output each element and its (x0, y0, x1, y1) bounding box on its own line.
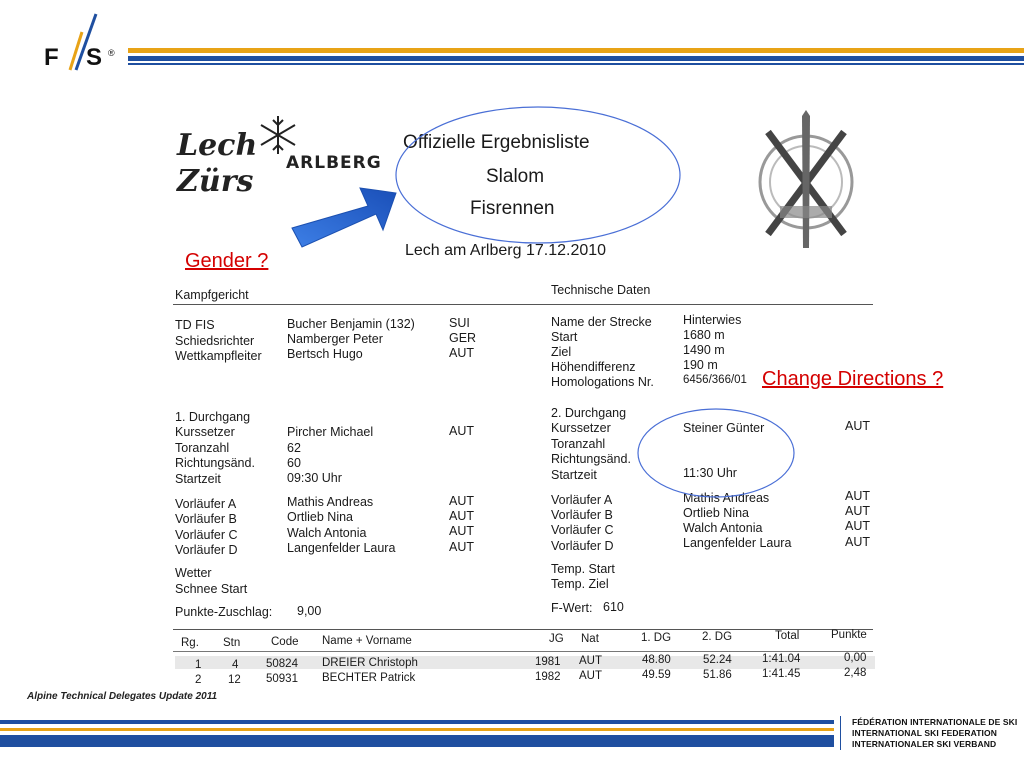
result-code: 50931 (266, 673, 298, 685)
forerunner-name: Langenfelder Laura (287, 541, 396, 555)
fwert-value: 610 (603, 600, 624, 614)
fis-name-fr: FÉDÉRATION INTERNATIONALE DE SKI (852, 717, 1018, 727)
gender-annotation: Gender ? (185, 250, 269, 272)
run1-toranzahl: 62 (287, 441, 301, 455)
result-punkte: 2,48 (844, 667, 867, 679)
forerunner-nat: AUT (449, 494, 474, 508)
col-name: Name + Vorname (322, 635, 412, 647)
col-nat: Nat (581, 633, 599, 645)
forerunner-label: Vorläufer B (175, 512, 237, 526)
course-label: Start (551, 330, 578, 344)
result-nat: AUT (579, 655, 602, 667)
result-rg: 1 (195, 659, 202, 671)
col-stn: Stn (223, 637, 241, 649)
forerunner-name: Ortlieb Nina (683, 506, 749, 520)
run2-richtung-label: Richtungsänd. (551, 452, 631, 466)
footer-caption: Alpine Technical Delegates Update 2011 (27, 691, 218, 702)
run2-kurssetzer: Steiner Günter (683, 421, 765, 435)
result-dg2: 51.86 (703, 669, 732, 681)
course-label: Name der Strecke (551, 315, 652, 329)
result-dg1: 49.59 (642, 669, 671, 681)
result-total: 1:41.04 (762, 653, 801, 665)
temp-start-label: Temp. Start (551, 562, 615, 576)
wetter-label: Wetter (175, 566, 212, 580)
jury-name: Bucher Benjamin (132) (287, 317, 415, 331)
course-value: 6456/366/01 (683, 374, 747, 386)
forerunner-label: Vorläufer D (175, 543, 238, 557)
run1-kurssetzer-nat: AUT (449, 424, 474, 438)
run1-kurssetzer: Pircher Michael (287, 425, 374, 439)
run1-richtung: 60 (287, 456, 301, 470)
run2-title: 2. Durchgang (551, 406, 627, 420)
place-date: Lech am Arlberg 17.12.2010 (405, 242, 607, 259)
course-value: Hinterwies (683, 313, 742, 327)
fis-name-de: INTERNATIONALER SKI VERBAND (852, 739, 997, 749)
course-value: 1490 m (683, 343, 725, 357)
run2-startzeit-label: Startzeit (551, 468, 597, 482)
doc-title-2: Slalom (486, 166, 545, 187)
jury-nat: AUT (449, 346, 474, 360)
col-dg1: 1. DG (641, 632, 672, 644)
technische-daten-heading: Technische Daten (551, 283, 651, 297)
col-jg: JG (549, 633, 564, 645)
result-total: 1:41.45 (762, 668, 801, 680)
col-punkte: Punkte (831, 629, 867, 641)
fis-name-en: INTERNATIONAL SKI FEDERATION (852, 728, 997, 738)
course-label: Homologations Nr. (551, 375, 654, 389)
fwert-label: F-Wert: (551, 601, 593, 615)
result-jg: 1981 (535, 656, 561, 668)
forerunner-nat: AUT (845, 489, 870, 503)
forerunner-label: Vorläufer A (551, 493, 613, 507)
forerunner-name: Walch Antonia (683, 521, 763, 535)
result-punkte: 0,00 (844, 652, 867, 664)
result-stn: 12 (228, 674, 241, 686)
zuers-logo-text: Zürs (177, 164, 254, 199)
footer-divider (840, 716, 841, 750)
forerunner-nat: AUT (449, 524, 474, 538)
svg-text:F: F (44, 44, 59, 71)
svg-text:®: ® (108, 48, 115, 58)
footer-stripe-gold (0, 728, 834, 731)
forerunner-label: Vorläufer A (175, 497, 237, 511)
result-name: DREIER Christoph (322, 657, 418, 669)
run1-startzeit: 09:30 Uhr (287, 471, 342, 485)
run1-startzeit-label: Startzeit (175, 472, 221, 486)
title-highlight-ellipse (396, 107, 680, 243)
result-dg1: 48.80 (642, 654, 671, 666)
col-total: Total (775, 630, 800, 642)
run2-highlight-ellipse (638, 409, 794, 497)
jury-nat: SUI (449, 316, 470, 330)
run1-title: 1. Durchgang (175, 410, 251, 424)
kampfgericht-heading: Kampfgericht (175, 288, 249, 302)
doc-title-3: Fisrennen (470, 198, 555, 219)
temp-ziel-label: Temp. Ziel (551, 577, 609, 591)
forerunner-nat: AUT (845, 535, 870, 549)
forerunner-nat: AUT (845, 519, 870, 533)
forerunner-nat: AUT (845, 504, 870, 518)
arlberg-logo-text: ARLBERG (286, 153, 382, 173)
svg-text:S: S (86, 44, 103, 71)
forerunner-name: Walch Antonia (287, 526, 367, 540)
pointer-arrow-icon (292, 188, 396, 247)
run2-kurssetzer-nat: AUT (845, 419, 870, 433)
result-dg2: 52.24 (703, 654, 732, 666)
doc-title-1: Offizielle Ergebnisliste (403, 132, 590, 153)
col-code: Code (271, 636, 299, 648)
punkte-value: 9,00 (297, 604, 322, 618)
course-label: Ziel (551, 345, 572, 359)
col-dg2: 2. DG (702, 631, 733, 643)
lech-logo-text: Lech (177, 128, 258, 163)
result-code: 50824 (266, 658, 298, 670)
result-nat: AUT (579, 670, 602, 682)
result-name: BECHTER Patrick (322, 672, 416, 684)
jury-role: TD FIS (175, 318, 215, 332)
footer-stripe-blue-2 (0, 735, 834, 747)
footer-stripe-blue (0, 720, 834, 724)
forerunner-name: Ortlieb Nina (287, 510, 353, 524)
forerunner-name: Mathis Andreas (683, 491, 770, 505)
forerunner-label: Vorläufer B (551, 508, 613, 522)
jury-name: Namberger Peter (287, 332, 383, 346)
run2-startzeit: 11:30 Uhr (683, 466, 737, 480)
result-stn: 4 (232, 659, 239, 671)
forerunner-label: Vorläufer C (551, 523, 614, 537)
jury-name: Bertsch Hugo (287, 347, 363, 361)
jury-role: Schiedsrichter (175, 334, 255, 348)
course-value: 190 m (683, 358, 718, 372)
forerunner-name: Mathis Andreas (287, 495, 374, 509)
forerunner-label: Vorläufer C (175, 528, 238, 542)
run1-kurssetzer-label: Kurssetzer (175, 425, 235, 439)
course-label: Höhendifferenz (551, 360, 636, 374)
run1-toranzahl-label: Toranzahl (175, 441, 230, 455)
change-directions-annotation: Change Directions ? (762, 368, 944, 390)
forerunner-nat: AUT (449, 540, 474, 554)
jury-nat: GER (449, 331, 477, 345)
forerunner-label: Vorläufer D (551, 539, 614, 553)
run2-kurssetzer-label: Kurssetzer (551, 421, 611, 435)
run1-richtung-label: Richtungsänd. (175, 456, 255, 470)
run2-toranzahl-label: Toranzahl (551, 437, 606, 451)
col-rg: Rg. (181, 637, 199, 649)
punkte-label: Punkte-Zuschlag: (175, 605, 273, 619)
course-value: 1680 m (683, 328, 725, 342)
result-jg: 1982 (535, 671, 561, 683)
forerunner-name: Langenfelder Laura (683, 536, 792, 550)
jury-role: Wettkampfleiter (175, 349, 262, 363)
forerunner-nat: AUT (449, 509, 474, 523)
result-rg: 2 (195, 674, 202, 686)
schnee-label: Schnee Start (175, 582, 248, 596)
